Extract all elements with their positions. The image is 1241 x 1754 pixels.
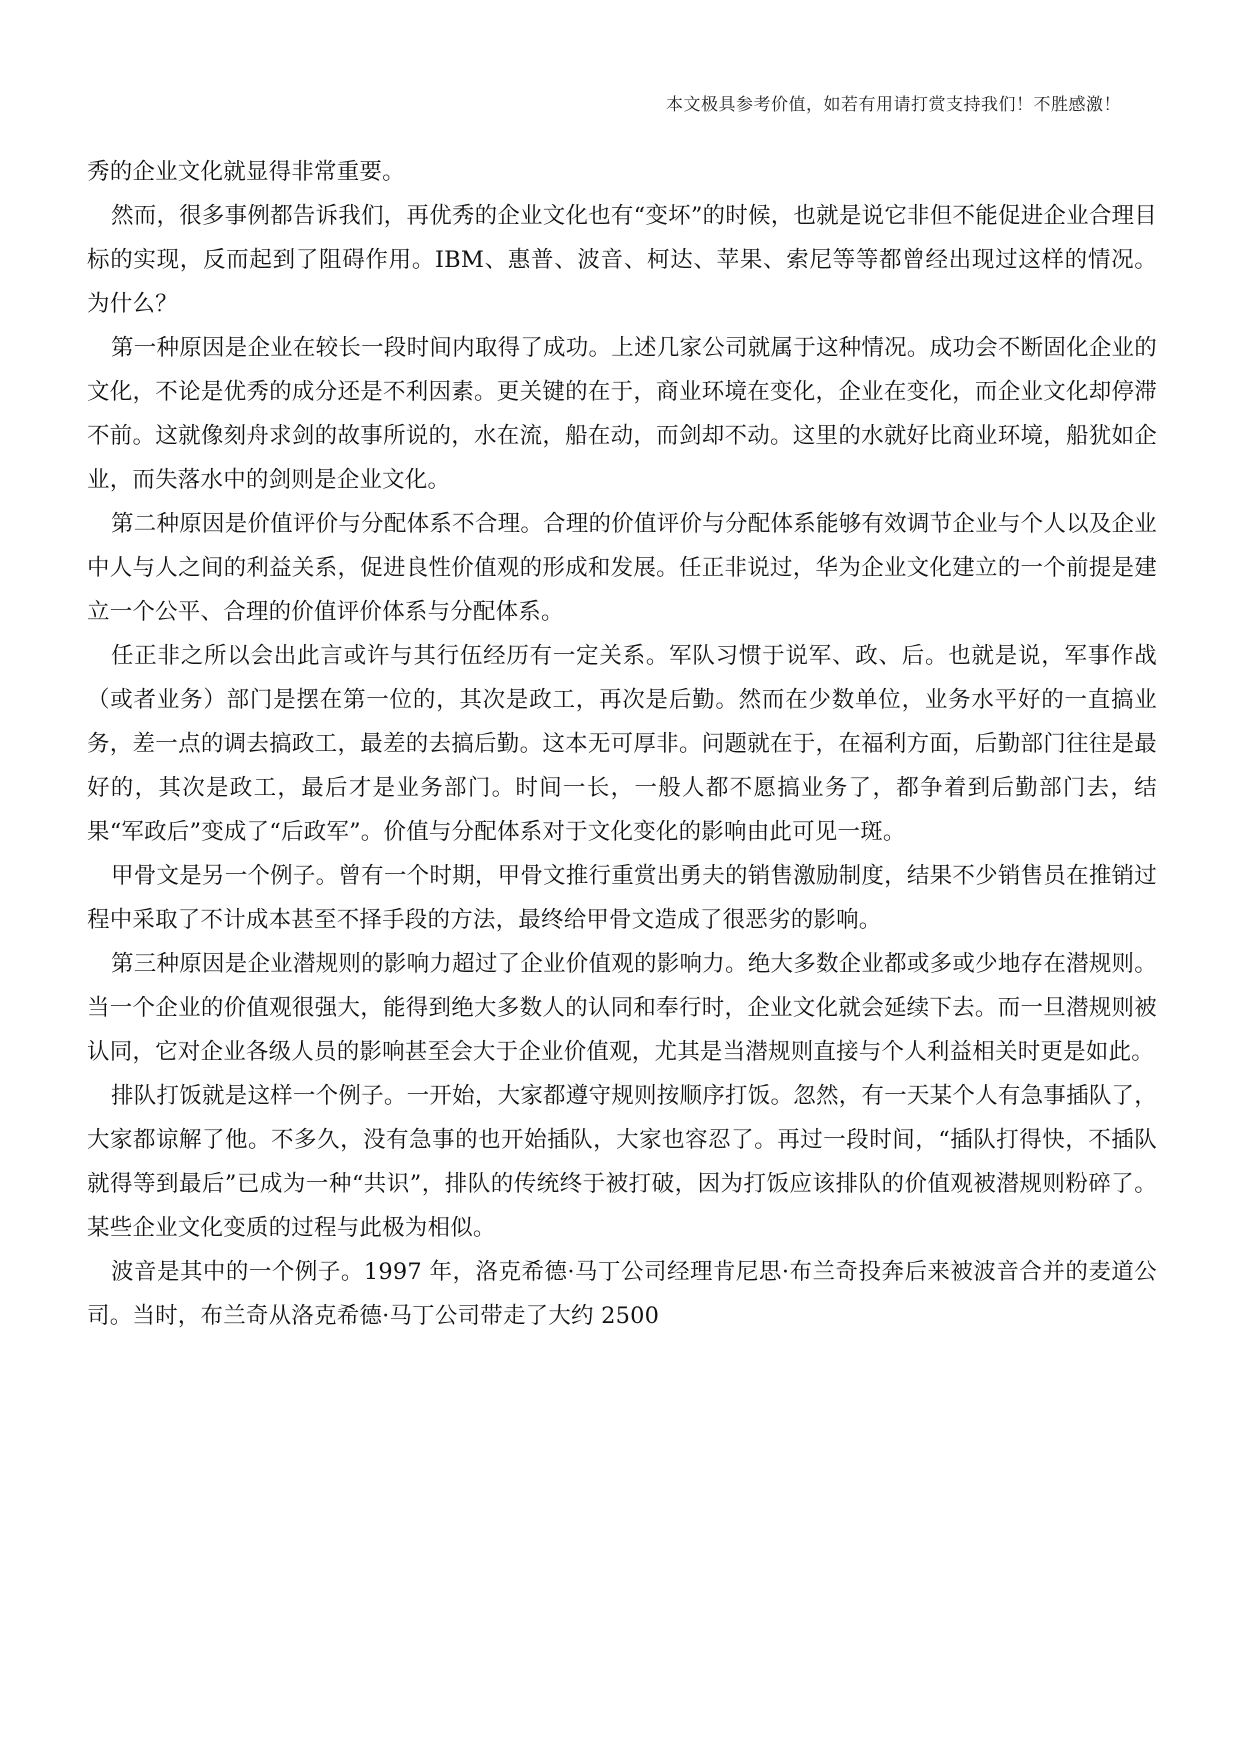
- paragraph: 秀的企业文化就显得非常重要。: [87, 159, 405, 185]
- paragraph: 任正非之所以会出此言或许与其行伍经历有一定关系。军队习惯于说军、政、后。也就是说，军事作战（或者业务）部门是摆在第一位的，其次是政工，再次是后勤。然而在少数单位，业务水平好的一直搞业务，差一点的调去搞政工，最差的去搞后勤。这本无可厚非。问题就在于，在福利方面，后勤部门往往是最好的，其次是政工，最后才是业务部门。时间一长，一般人都不愿搞业务了，都争着到后勤部门去，结果“军政后”变成了“后政军”。价值与分配体系对于文化变化的影响由此可见一斑。: [87, 643, 1157, 845]
- paragraph: 第一种原因是企业在较长一段时间内取得了成功。上述几家公司就属于这种情况。成功会不断固化企业的文化，不论是优秀的成分还是不利因素。更关键的在于，商业环境在变化，企业在变化，而企业文化却停滞不前。这就像刻舟求剑的故事所说的，水在流，船在动，而剑却不动。这里的水就好比商业环境，船犹如企业，而失落水中的剑则是企业文化。: [87, 335, 1157, 493]
- paragraph: 然而，很多事例都告诉我们，再优秀的企业文化也有“变坏”的时候，也就是说它非但不能促进企业合理目标的实现，反而起到了阻碍作用。IBM、惠普、波音、柯达、苹果、索尼等等都曾经出现过这样的情况。为什么？: [87, 203, 1157, 317]
- paragraph: 波音是其中的一个例子。1997 年，洛克希德·马丁公司经理肯尼思·布兰奇投奔后来被波音合并的麦道公司。当时，布兰奇从洛克希德·马丁公司带走了大约 2500: [87, 1259, 1157, 1329]
- header-note: 本文极具参考价值，如若有用请打赏支持我们！不胜感激！: [666, 95, 1121, 115]
- paragraph: 甲骨文是另一个例子。曾有一个时期，甲骨文推行重赏出勇夫的销售激励制度，结果不少销售员在推销过程中采取了不计成本甚至不择手段的方法，最终给甲骨文造成了很恶劣的影响。: [87, 863, 1157, 933]
- paragraph: 第三种原因是企业潜规则的影响力超过了企业价值观的影响力。绝大多数企业都或多或少地存在潜规则。当一个企业的价值观很强大，能得到绝大多数人的认同和奉行时，企业文化就会延续下去。而一旦潜规则被认同，它对企业各级人员的影响甚至会大于企业价值观，尤其是当潜规则直接与个人利益相关时更是如此。: [87, 951, 1157, 1065]
- document-body: [87, 150, 1157, 1338]
- paragraph: 第二种原因是价值评价与分配体系不合理。合理的价值评价与分配体系能够有效调节企业与个人以及企业中人与人之间的利益关系，促进良性价值观的形成和发展。任正非说过，华为企业文化建立的一个前提是建立一个公平、合理的价值评价体系与分配体系。: [87, 511, 1157, 625]
- paragraph: 排队打饭就是这样一个例子。一开始，大家都遵守规则按顺序打饭。忽然，有一天某个人有急事插队了，大家都谅解了他。不多久，没有急事的也开始插队，大家也容忍了。再过一段时间，“插队打得快，不插队就得等到最后”已成为一种“共识”，排队的传统终于被打破，因为打饭应该排队的价值观被潜规则粉碎了。某些企业文化变质的过程与此极为相似。: [87, 1083, 1157, 1241]
